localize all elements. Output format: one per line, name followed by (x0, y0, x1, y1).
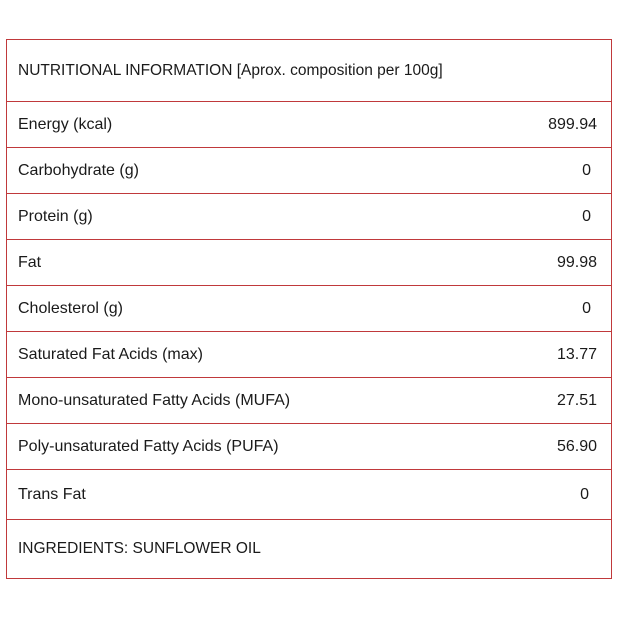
table-row (7, 286, 611, 332)
row-label: Poly-unsaturated Fatty Acids (PUFA) (18, 437, 279, 455)
row-value: 0 (582, 161, 591, 179)
nutrition-table (6, 39, 612, 579)
row-label: Cholesterol (g) (18, 299, 123, 317)
row-label: Fat (18, 253, 42, 271)
table-row (7, 148, 611, 194)
table-row (7, 240, 611, 286)
row-label: Mono-unsaturated Fatty Acids (MUFA) (18, 391, 291, 409)
row-value: 0 (580, 485, 589, 503)
table-heading: NUTRITIONAL INFORMATION [Aprox. composition per 100g] (18, 61, 443, 79)
table-row (7, 470, 611, 520)
table-row (7, 378, 611, 424)
row-label: Trans Fat (18, 485, 86, 503)
row-label: Carbohydrate (g) (18, 161, 139, 179)
row-value: 27.51 (556, 391, 597, 409)
row-value: 99.98 (556, 253, 597, 271)
table-row (7, 424, 611, 470)
row-value: 56.90 (556, 437, 597, 455)
table-row (7, 194, 611, 240)
row-value: 13.77 (556, 345, 597, 363)
row-value: 0 (582, 299, 591, 317)
table-row (7, 332, 611, 378)
table-heading-row (7, 40, 611, 102)
row-label: Protein (g) (18, 207, 93, 225)
table-row (7, 102, 611, 148)
row-label: Saturated Fat Acids (max) (18, 345, 203, 363)
ingredients-row (7, 520, 611, 577)
ingredients-text: INGREDIENTS: SUNFLOWER OIL (18, 539, 261, 557)
row-label: Energy (kcal) (18, 115, 113, 133)
row-value: 899.94 (548, 115, 597, 133)
row-value: 0 (582, 207, 591, 225)
